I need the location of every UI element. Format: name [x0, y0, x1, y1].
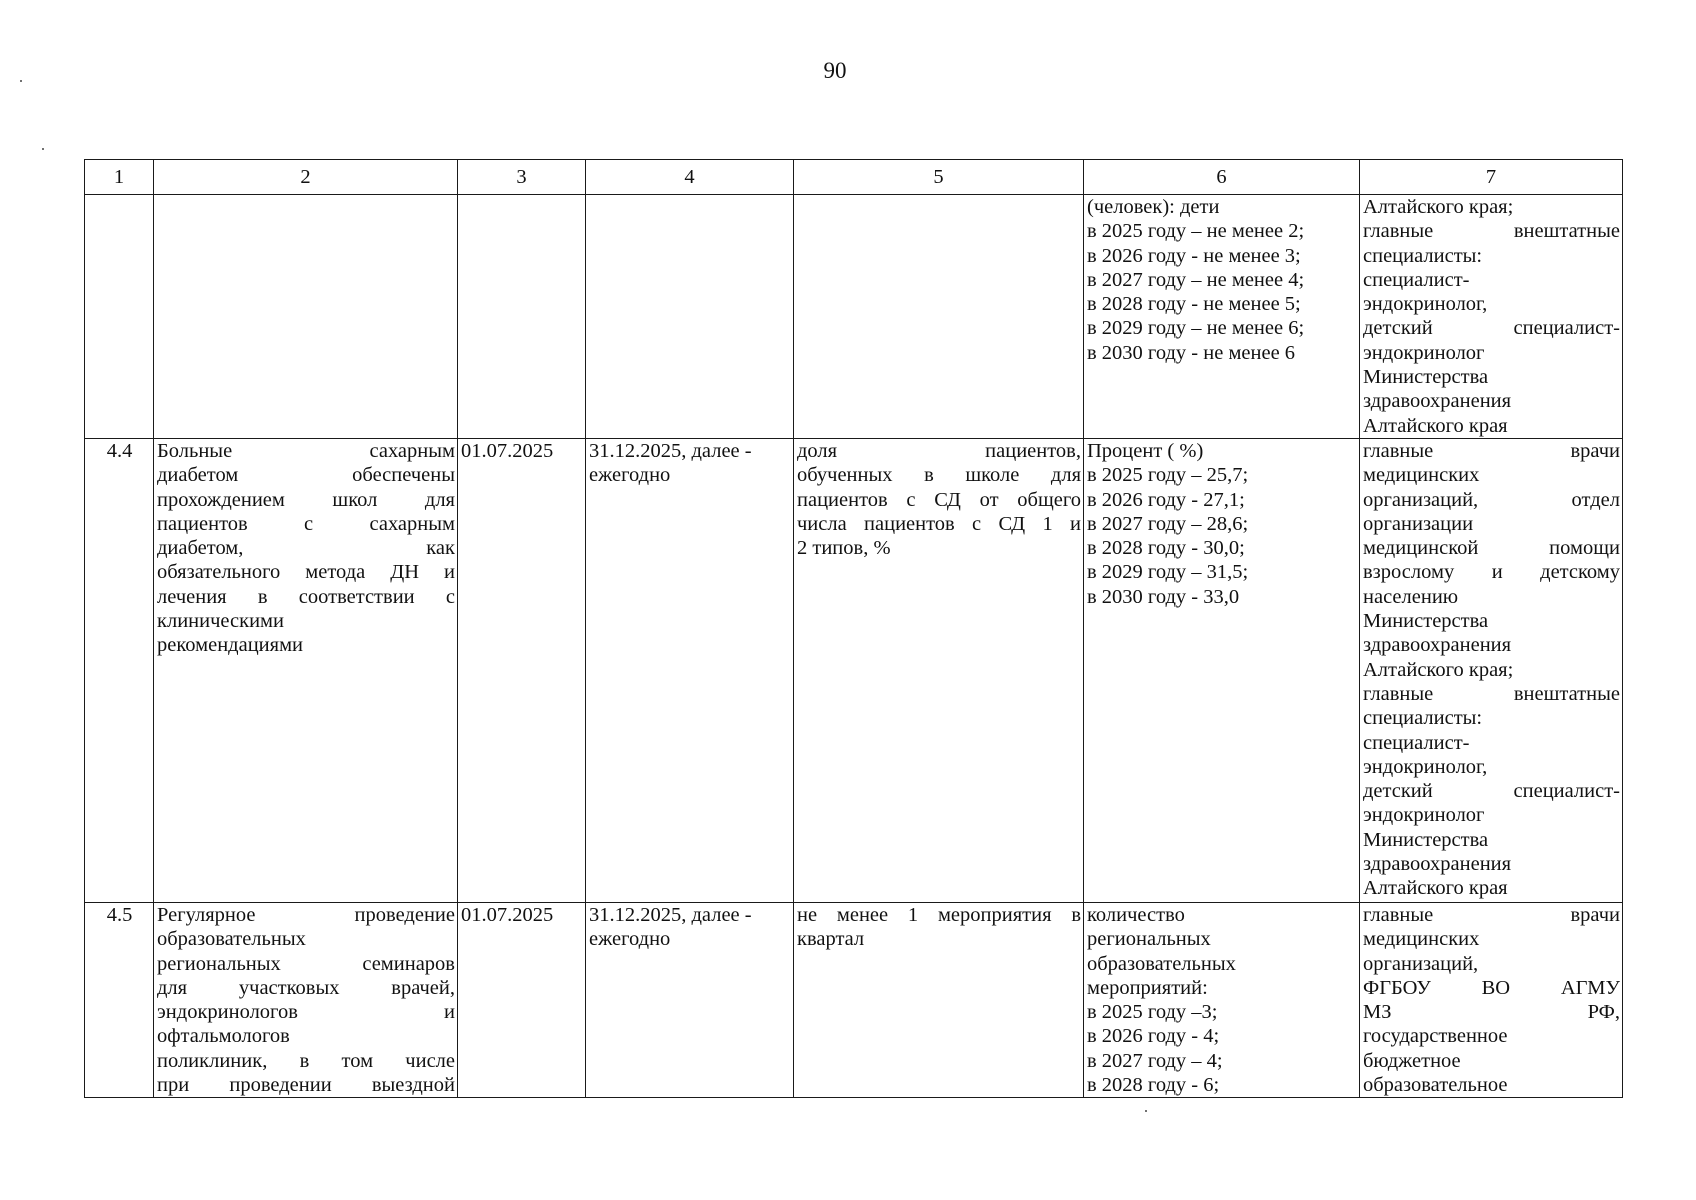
page-number: 90 — [823, 58, 847, 83]
cell-target-values — [1084, 903, 1360, 1098]
text-line: в 2030 году - не менее 6 — [1087, 341, 1296, 364]
text-line: Процент ( %) — [1087, 440, 1204, 462]
text-line: в 2028 году - не менее 5; — [1087, 293, 1301, 316]
text-line: не менее 1 мероприятия в — [797, 904, 1081, 926]
cell-end — [586, 439, 794, 903]
text-line: офтальмологов — [157, 1025, 290, 1048]
text-line: населению — [1363, 585, 1459, 608]
text-line: обученных в школе для — [797, 464, 1081, 487]
text-line: ФГБОУ ВО АГМУ — [1363, 976, 1620, 999]
text-line: государственное — [1363, 1025, 1508, 1048]
text-line: в 2027 году – не менее 4; — [1087, 268, 1305, 291]
text-line: организации — [1363, 512, 1474, 535]
text-line: в 2029 году – 31,5; — [1087, 561, 1249, 584]
text-line: в 2025 году – не менее 2; — [1087, 220, 1305, 243]
text-line: 31.12.2025, далее - — [589, 904, 752, 926]
text-line: Алтайского края; — [1363, 196, 1514, 218]
text-line: в 2026 году - 4; — [1087, 1025, 1220, 1048]
text-line: взрослому и детскому — [1363, 561, 1620, 584]
text-line: в 2028 году - 6; — [1087, 1074, 1220, 1097]
text-line: мероприятий: — [1087, 976, 1208, 999]
text-line: МЗ РФ, — [1363, 1001, 1620, 1024]
column-header: 1 — [85, 160, 154, 195]
table-row-4-4 — [85, 439, 1623, 903]
text-line: Регулярное проведение — [157, 904, 455, 926]
column-header: 7 — [1360, 160, 1623, 195]
cell-indicator — [794, 195, 1084, 439]
text-line: Больные сахарным — [157, 440, 455, 462]
cell-measure — [154, 195, 458, 439]
text-line: числа пациентов с СД 1 и — [797, 512, 1081, 535]
text-line: медицинских — [1363, 464, 1480, 487]
cell-end — [586, 195, 794, 439]
cell-indicator — [794, 439, 1084, 903]
text-line: главные врачи — [1363, 904, 1620, 926]
text-line: главные внештатные — [1363, 682, 1620, 705]
scan-speck — [42, 148, 44, 150]
text-line: в 2028 году - 30,0; — [1087, 537, 1245, 560]
text-line: специалисты: — [1363, 707, 1483, 730]
text-line: поликлиник, в том числе — [157, 1049, 455, 1072]
cell-start — [458, 195, 586, 439]
text-line: Министерства — [1363, 828, 1489, 851]
cell-responsible — [1360, 903, 1623, 1098]
text-line: медицинских — [1363, 928, 1480, 951]
text-line: эндокринолог, — [1363, 293, 1488, 316]
text-line: главные врачи — [1363, 440, 1620, 462]
column-header: 5 — [794, 160, 1084, 195]
cell-num: 4.4 — [85, 439, 154, 903]
table-row-continuation — [85, 195, 1623, 439]
text-line: образовательных — [157, 928, 306, 951]
cell-measure — [154, 903, 458, 1098]
text-line: пациентов с СД от общего — [797, 488, 1081, 511]
cell-target-values — [1084, 195, 1360, 439]
scan-speck — [20, 80, 22, 82]
text-line: Алтайского края — [1363, 414, 1508, 437]
text-line: в 2027 году – 28,6; — [1087, 512, 1249, 535]
text-line: ежегодно — [589, 464, 671, 487]
text-line: в 2027 году – 4; — [1087, 1049, 1223, 1072]
text-line: Министерства — [1363, 610, 1489, 633]
text-line: рекомендациями — [157, 634, 304, 657]
cell-responsible — [1360, 195, 1623, 439]
text-line: здравоохранения — [1363, 853, 1512, 876]
text-line: пациентов с сахарным — [157, 512, 455, 535]
column-header: 2 — [154, 160, 458, 195]
text-line: Алтайского края — [1363, 877, 1508, 900]
cell-measure — [154, 439, 458, 903]
cell-responsible — [1360, 439, 1623, 903]
text-line: для участковых врачей, — [157, 976, 455, 999]
scan-speck — [1145, 1110, 1147, 1112]
text-line: специалист- — [1363, 731, 1470, 754]
header-row — [85, 160, 1623, 195]
text-line: квартал — [797, 928, 865, 951]
measures-table — [84, 159, 1623, 1098]
text-line: при проведении выездной — [157, 1074, 455, 1097]
cell-num — [85, 195, 154, 439]
cell-end — [586, 903, 794, 1098]
text-line: клиническими — [157, 610, 284, 633]
text-line: диабетом, как — [157, 537, 455, 560]
text-line: эндокринолог — [1363, 804, 1485, 827]
text-line: в 2026 году - 27,1; — [1087, 488, 1245, 511]
text-line: в 2026 году - не менее 3; — [1087, 244, 1301, 267]
column-header: 4 — [586, 160, 794, 195]
table-row-4-5 — [85, 903, 1623, 1098]
text-line: доля пациентов, — [797, 440, 1081, 462]
column-header: 6 — [1084, 160, 1360, 195]
text-line: эндокринологов и — [157, 1001, 455, 1024]
cell-start: 01.07.2025 — [458, 903, 586, 1098]
text-line: медицинской помощи — [1363, 537, 1620, 560]
text-line: обязательного метода ДН и — [157, 561, 455, 584]
text-line: главные внештатные — [1363, 220, 1620, 243]
text-line: эндокринолог, — [1363, 755, 1488, 778]
text-line: лечения в соответствии с — [157, 585, 455, 608]
text-line: региональных семинаров — [157, 952, 455, 975]
text-line: организаций, — [1363, 952, 1479, 975]
text-line: 31.12.2025, далее - — [589, 440, 752, 462]
text-line: региональных — [1087, 928, 1211, 951]
text-line: количество — [1087, 904, 1185, 926]
text-line: здравоохранения — [1363, 390, 1512, 413]
text-line: Алтайского края; — [1363, 658, 1514, 681]
cell-indicator — [794, 903, 1084, 1098]
text-line: диабетом обеспечены — [157, 464, 455, 487]
text-line: эндокринолог — [1363, 341, 1485, 364]
text-line: ежегодно — [589, 928, 671, 951]
text-line: прохождением школ для — [157, 488, 455, 511]
text-line: в 2025 году –3; — [1087, 1001, 1218, 1024]
text-line: в 2030 году - 33,0 — [1087, 585, 1240, 608]
text-line: 2 типов, % — [797, 537, 891, 560]
cell-num: 4.5 — [85, 903, 154, 1098]
column-header: 3 — [458, 160, 586, 195]
text-line: в 2029 году – не менее 6; — [1087, 317, 1305, 340]
text-line: образовательных — [1087, 952, 1236, 975]
text-line: детский специалист- — [1363, 780, 1620, 803]
cell-start: 01.07.2025 — [458, 439, 586, 903]
cell-target-values — [1084, 439, 1360, 903]
text-line: Министерства — [1363, 366, 1489, 389]
text-line: детский специалист- — [1363, 317, 1620, 340]
text-line: (человек): дети — [1087, 196, 1220, 218]
text-line: здравоохранения — [1363, 634, 1512, 657]
text-line: образовательное — [1363, 1074, 1508, 1097]
text-line: специалист- — [1363, 268, 1470, 291]
text-line: организаций, отдел — [1363, 488, 1620, 511]
text-line: в 2025 году – 25,7; — [1087, 464, 1249, 487]
text-line: бюджетное — [1363, 1049, 1461, 1072]
text-line: специалисты: — [1363, 244, 1483, 267]
